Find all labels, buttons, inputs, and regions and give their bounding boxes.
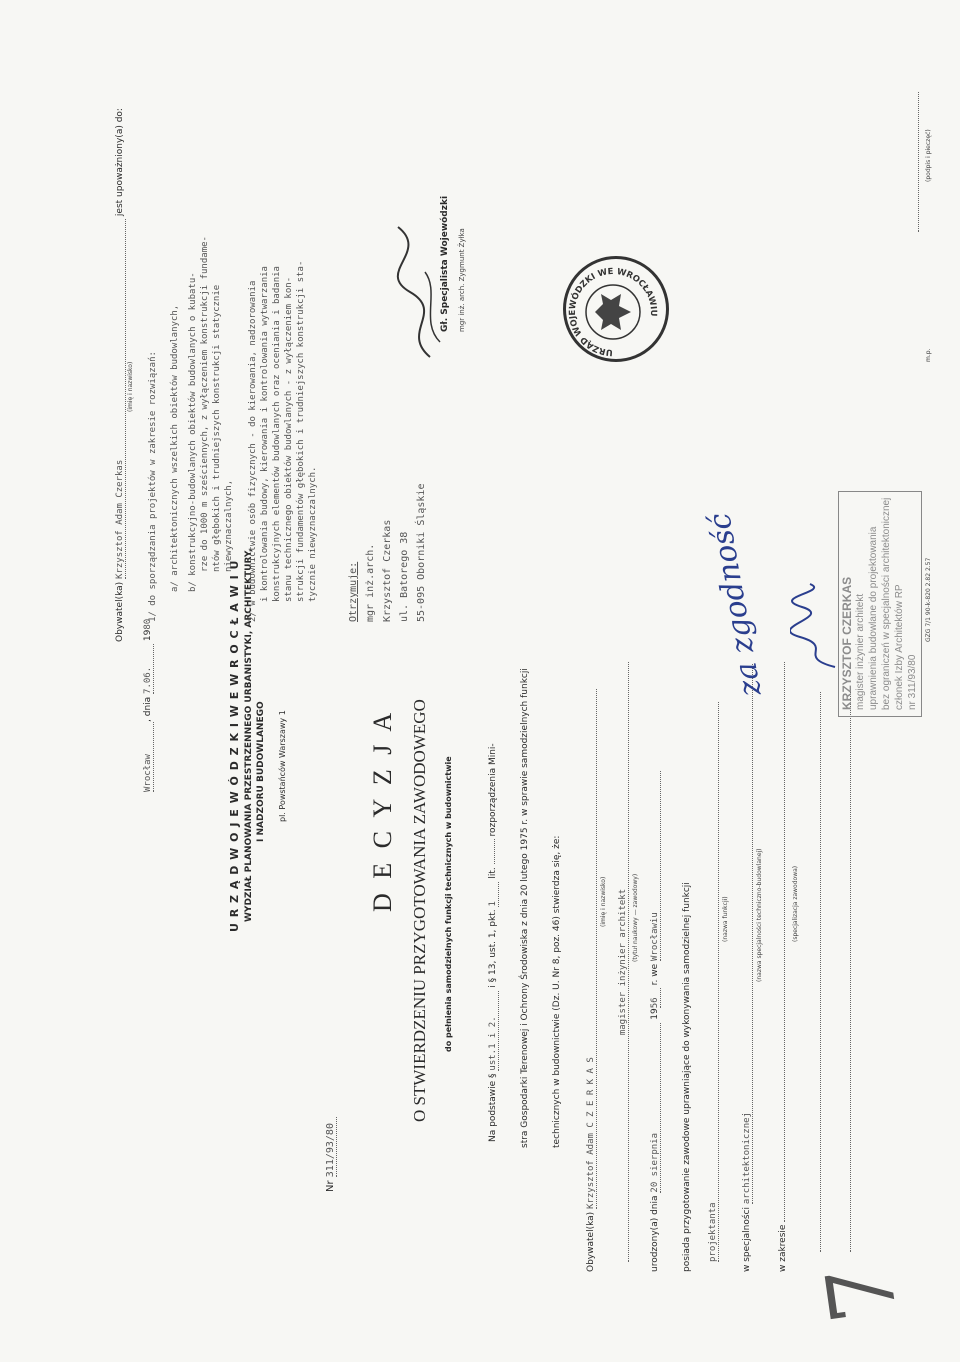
seal-eagle-icon <box>563 262 663 362</box>
stamp-line1: KRZYSZTOF CZERKAS <box>840 576 854 710</box>
authorization-item-2-line1: 2/ w budownictwie osób fizycznych - do kierowania, nadzorowania <box>248 280 258 622</box>
signatory-position: Gł. Specjalista Wojewódzki <box>440 195 450 332</box>
recipient-line1: mgr inż.arch. <box>365 543 376 622</box>
legal-letter-value <box>494 839 495 864</box>
recipient-label: Otrzymuje: <box>348 561 359 622</box>
stamp-line4: bez ograniczeń w specjalności architektonicznej <box>881 497 892 710</box>
legal-text-c: i § 13, ust. 1, pkt. <box>488 909 498 988</box>
scope-value <box>784 662 785 1222</box>
handwritten-certification-note: za zgodność <box>702 510 769 699</box>
continuation-citizen-label: Obywatel(ka) <box>115 581 125 642</box>
continuation-citizen-name: Krzysztof Adam Czerkas <box>115 219 126 579</box>
recipient-line4: 55-095 Oborniki Śląskie <box>416 483 427 622</box>
legal-text-a: Na podstawie § <box>488 1073 498 1142</box>
title-caption: (tytuł naukowy — zawodowy) <box>632 873 639 962</box>
title-row <box>618 662 629 1262</box>
recipient-line3: ul. Batorego 38 <box>399 531 410 622</box>
recipient-line2: Krzysztof Czerkas <box>382 519 393 622</box>
mp-label: m.p. <box>925 348 932 362</box>
place-value: Wrocław <box>143 722 154 792</box>
place-date-row: Wrocław, dnia 7.06. 1980 <box>143 618 153 792</box>
date-value: 7.06. <box>143 644 154 694</box>
print-info: GZG 7/1 90-k-820 2.82 2.57 <box>925 557 932 642</box>
stamp-line5: członek Izby Architektów RP <box>894 584 905 710</box>
year-value: 80 <box>143 618 153 630</box>
scope-row <box>778 662 788 1272</box>
stamp-line3: uprawnienia budowlane do projektowania <box>868 526 879 710</box>
born-day: 20 sierpnia <box>650 1023 661 1193</box>
handwritten-signature <box>790 582 840 672</box>
born-year-prefix: 19 <box>650 1008 660 1020</box>
signatory-name: mgr inż. arch. Zygmunt Żyłka <box>458 228 466 332</box>
authorization-item-1: 1/ do sporządzania projektów w zakresie rozwiązań: <box>148 351 158 622</box>
born-in: r. we <box>650 963 660 986</box>
sign-caption: (podpis i pieczęć) <box>925 129 932 182</box>
office-name-line2: WYDZIAŁ PLANOWANIA PRZESTRZENNEGO URBANISTYKI, ARCHITEKTURY, <box>244 548 254 922</box>
legal-paragraph-value: ust.1 i 2. <box>488 991 499 1071</box>
number-label: Nr <box>325 1180 336 1192</box>
authorization-item-1b-line4: niewyznaczalnych, <box>224 479 234 572</box>
birth-row <box>650 771 661 1272</box>
legal-basis-line1 <box>488 743 499 1142</box>
qualification-line: posiada przygotowanie zawodowe uprawniające do wykonywania samodzielnej funkcji <box>682 882 692 1272</box>
legal-text-d: lit. <box>488 867 498 879</box>
citizen-caption: (imię i nazwisko) <box>600 876 607 927</box>
born-label: urodzony(a) dnia <box>650 1195 660 1272</box>
office-name-line1: U R Z Ą D W O J E W Ó D Z K I W E W R O C Ł A W I U <box>228 559 241 932</box>
specialty-caption: (nazwa specjalności techniczno-budowlanej) <box>756 848 763 982</box>
legal-text-e: rozporządzenia Mini- <box>488 743 498 837</box>
authorization-item-1b-line2: rze do 1000 m sześciennych, z wyłączeniem konstrukcji fundame- <box>200 236 210 572</box>
function-caption: (nazwa funkcji) <box>722 896 729 942</box>
sign-line <box>918 92 919 232</box>
round-official-seal <box>563 256 669 362</box>
citizen-row <box>586 689 597 1272</box>
office-address: pl. Powstańców Warszawy 1 <box>278 710 287 822</box>
stamp-line2: magister inżynier architekt <box>855 593 866 710</box>
function-row <box>708 702 719 1262</box>
authorization-item-2-line2: i kontrolowania budowy, kierowania i kontrolowania wytwarzania <box>260 266 270 602</box>
legal-point-value: 1 <box>488 882 499 907</box>
authorization-item-1b-line3: ntów głębokich i trudniejszych konstrukcji statycznie <box>212 284 222 572</box>
page-number-handwritten: 7 <box>806 1257 919 1330</box>
scope-caption: (specjalizacja zawodowa) <box>792 865 799 942</box>
authorization-item-2-line6: tycznie niewyznaczalnych. <box>308 466 318 602</box>
authorization-item-2-line3: konstrukcyjnych elementów budowlanych oraz oceniania i badania <box>272 266 282 602</box>
authorized-text: jest upoważniony(a) do: <box>115 108 125 217</box>
authorization-item-2-line5: strukcji fundamentów głębokich i trudniejszych konstrukcji sta- <box>296 260 306 602</box>
decision-subtitle: O STWIERDZENIU PRZYGOTOWANIA ZAWODOWEGO <box>410 699 429 1122</box>
seal-text: URZĄD WOJEWÓDZKI WE WROCŁAWIU <box>567 266 659 358</box>
legal-basis-line3: technicznych w budownictwie (Dz. U. Nr 8, poz. 46) stwierdza się, że: <box>552 835 562 1148</box>
decision-subtitle-2: do pełnienia samodzielnych funkcji technicznych w budownictwie <box>444 756 453 1052</box>
authorization-item-1a: a/ architektonicznych wszelkich obiektów budowlanych, <box>170 304 180 592</box>
born-year: 56 <box>650 988 661 1008</box>
citizen-label: Obywatel(ka) <box>586 1211 596 1272</box>
authorization-item-2-line4: stanu technicznego obiektów budowlanych - z wyłączeniem kon- <box>284 276 294 602</box>
certification-stamp <box>838 491 922 717</box>
specialty-row <box>742 664 753 1272</box>
year-prefix: 19 <box>143 629 153 642</box>
number-value: 311/93/80 <box>325 1117 337 1177</box>
scope-extra-line-2 <box>850 692 851 1252</box>
citizen-name: Krzysztof Adam C Z E R K A S <box>586 689 597 1209</box>
stamp-line6: nr 311/93/80 <box>907 654 918 710</box>
recipient-block <box>345 422 430 622</box>
function-value: projektanta <box>708 702 719 1262</box>
title-value: magister inżynier architekt <box>618 662 629 1262</box>
continuation-citizen-row <box>115 108 126 642</box>
decision-number <box>325 1117 337 1192</box>
office-name-line3: I NADZORU BUDOWLANEGO <box>256 701 266 842</box>
specialty-label: w specjalności <box>742 1207 752 1272</box>
decision-title: D E C Y Z J A <box>368 708 397 912</box>
authorization-item-1b-line1: b/ konstrukcyjno-budowlanych obiektów budowlanych o kubatu- <box>188 272 198 592</box>
date-label: dnia <box>143 696 153 717</box>
specialty-value: architektonicznej <box>742 664 753 1204</box>
legal-basis-line2: stra Gospodarki Terenowej i Ochrony Środowiska z dnia 20 lutego 1975 r. w sprawie samodzielnych funkcji <box>520 668 530 1148</box>
born-place: Wrocławiu <box>650 771 661 961</box>
continuation-citizen-caption: (imię i nazwisko) <box>127 361 134 412</box>
scope-extra-line <box>820 692 821 1252</box>
scope-label: w zakresie <box>778 1224 788 1272</box>
